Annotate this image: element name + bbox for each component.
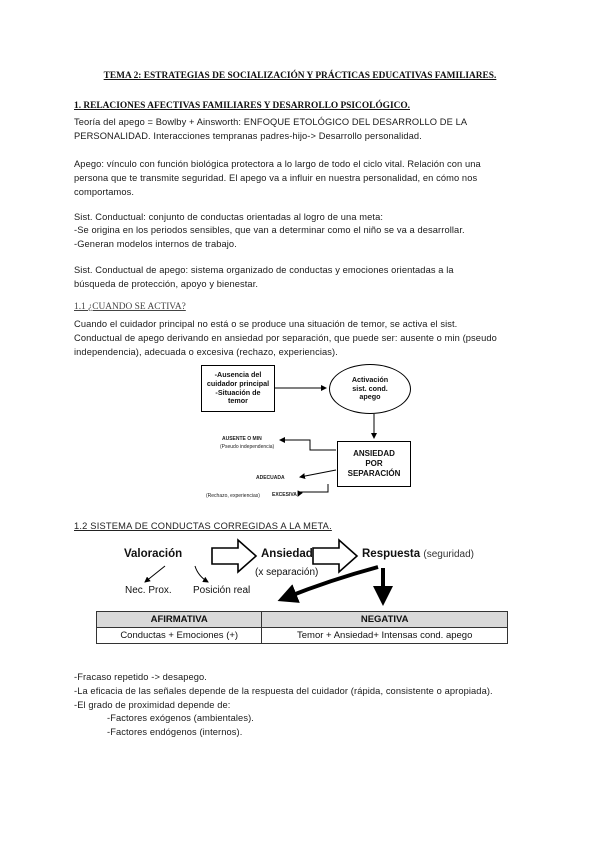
ausencia-line-4: temor (228, 396, 248, 406)
list-exogenos: -Factores exógenos (ambientales). (107, 713, 254, 723)
label-excesiva: EXCESIVA (272, 492, 297, 498)
paragraph-cuando-line-1: Cuando el cuidador principal no está o se produce una situación de temor, se activa el sist. (74, 319, 458, 329)
section-1-2-heading: 1.2 SISTEMA DE CONDUCTAS CORREGIDAS A LA META. (74, 521, 332, 531)
block-arrow-1 (212, 540, 256, 572)
paragraph-sist-line-2: -Se origina en los periodos sensibles, que van a determinar como el niño se va a desarrollar. (74, 225, 465, 235)
ansiedad-line-1: ANSIEDAD (353, 449, 395, 458)
arrow-posicion-real (195, 566, 208, 582)
paragraph-sist-line-1: Sist. Conductual: conjunto de conductas orientadas al logro de una meta: (74, 212, 384, 222)
paragraph-sist-line-3: -Generan modelos internos de trabajo. (74, 239, 237, 249)
ausencia-line-1: -Ausencia del (214, 370, 262, 380)
paragraph-cuando-line-3: independencia), adecuada o excesiva (rechazo, experiencias). (74, 347, 338, 357)
paragraph-teoria-line-1: Teoría del apego = Bowlby + Ainsworth: ENFOQUE ETOLÓGICO DEL DESARROLLO DE LA (74, 117, 468, 127)
negativa-cell: Temor + Ansiedad+ Intensas cond. apego (262, 628, 508, 644)
label-rechazo: (Rechazo, experiencias) (206, 493, 260, 499)
paragraph-apego-line-3: comportamos. (74, 187, 135, 197)
ansiedad-label: Ansiedad (261, 548, 313, 560)
posicion-real-label: Posición real (193, 585, 251, 596)
response-table (96, 611, 508, 644)
ansiedad-line-3: SEPARACIÓN (347, 469, 401, 478)
oval-line-1: Activación (351, 374, 389, 384)
label-ausente: AUSENTE O MIN (222, 436, 262, 442)
section-1-1-heading: 1.1 ¿CUANDO SE ACTIVA? (74, 302, 186, 312)
section-1-heading: 1. RELACIONES AFECTIVAS FAMILIARES Y DESARROLLO PSICOLÓGICO. (74, 101, 410, 111)
paragraph-cuando-line-2: Conductual de apego derivando en ansiedad por separación, que puede ser: ausente o min (pseudo (74, 333, 497, 343)
nec-prox-label: Nec. Prox. (125, 585, 172, 596)
list-fracaso: -Fracaso repetido -> desapego. (74, 672, 207, 682)
ansiedad-line-2: POR (365, 459, 383, 468)
valoracion-label: Valoración (124, 548, 183, 560)
negativa-header: NEGATIVA (262, 612, 508, 628)
response-table-header (97, 612, 508, 628)
list-endogenos: -Factores endógenos (internos). (107, 727, 243, 737)
label-pseudo: (Pseudo independencia) (220, 444, 275, 450)
label-adecuada: ADECUADA (256, 475, 285, 481)
afirmativa-header: AFIRMATIVA (97, 612, 262, 628)
oval-line-3: apego (359, 392, 381, 402)
block-arrow-2 (313, 540, 357, 572)
ausencia-line-2: cuidador principal (206, 378, 270, 388)
respuesta-group (362, 548, 474, 560)
seguridad-label: (seguridad) (423, 549, 474, 560)
response-table-row (97, 628, 508, 644)
afirmativa-cell: Conductas + Emociones (+) (97, 628, 262, 644)
list-eficacia: -La eficacia de las señales depende de la respuesta del cuidador (rápida, consistente o apropiada). (74, 686, 493, 696)
respuesta-label: Respuesta (362, 548, 421, 560)
oval-line-2: sist. cond. (352, 383, 388, 393)
arrow-nec-prox (145, 566, 165, 582)
paragraph-teoria-line-2: PERSONALIDAD. Interacciones tempranas padres-hijo-> Desarrollo personalidad. (74, 131, 422, 141)
paragraph-apego-line-1: Apego: vínculo con función biológica protectora a lo largo de todo el ciclo vital. Relación con una (74, 159, 481, 169)
list-proximidad: -El grado de proximidad depende de: (74, 700, 231, 710)
paragraph-apego-line-2: persona que te transmite seguridad. El apego va a influir en nuestra personalidad, en cómo nos (74, 173, 478, 183)
document-title: TEMA 2: ESTRATEGIAS DE SOCIALIZACIÓN Y PRÁCTICAS EDUCATIVAS FAMILIARES. (103, 71, 497, 81)
paragraph-sistap-line-2: búsqueda de protección, apoyo y bienestar. (74, 279, 259, 289)
x-separacion-label: (x separación) (255, 567, 319, 578)
paragraph-sistap-line-1: Sist. Conductual de apego: sistema organizado de conductas y emociones orientadas a la (74, 265, 454, 275)
ausencia-line-3: -Situación de (215, 387, 261, 397)
